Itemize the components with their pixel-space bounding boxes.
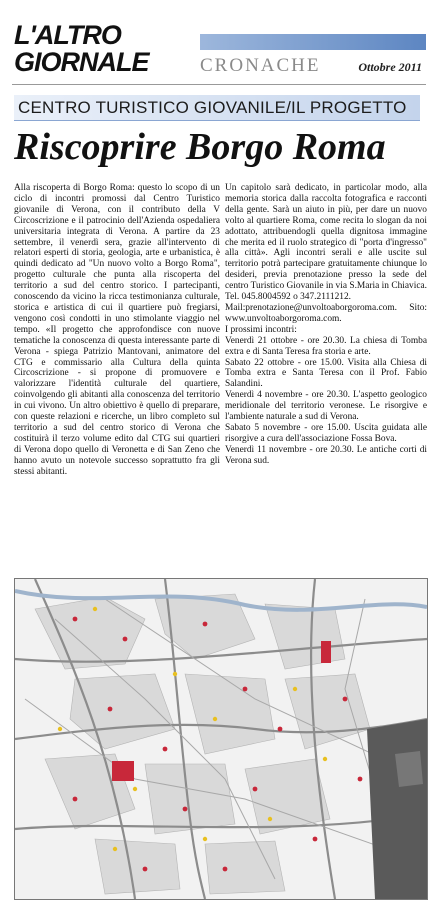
masthead-line1: L'ALTRO (14, 20, 121, 50)
article-kicker (14, 95, 420, 121)
masthead-logo (14, 22, 154, 80)
issue-date: Ottobre 2011 (358, 60, 422, 74)
event-item: Sabato 22 ottobre - ore 15.00. Visita alla Chiesa di Tomba extra e Santa Teresa con il Prof. Fabio Salandini. (225, 357, 427, 390)
article-column-left (14, 183, 220, 477)
paragraph: Alla riscoperta di Borgo Roma: questo lo scopo di un ciclo di incontri promossi dal Centro Turistico giovanile di Verona, con il contributo della V Circoscrizione e il patrocinio dell'Azienda ospedaliera universitaria integrata di Verona. A partire da 23 settembre, il venerdì sera, grazie all'intervento di relatori esperti di storia, geologia, arte e urbanistica, è quindi dedicato ad "Un nuovo volto a Borgo Roma", progetto culturale che punta alla riscoperta del territorio a sud del centro storico. I partecipanti, conoscendo da vicino la ricca testimonianza culturale, storica e artistica di cui il quartiere può fregiarsi, vengono così condotti in uno stimolante viaggio nel tempo. «Il progetto che approfondisce con nuove tematiche la conoscenza di questa interessante parte di Verona - spiega Patrizio Mantovani, animatore del CTG e commissario alla Cultura della quinta Circoscrizione - si propone di promuovere e valorizzare l'identità culturale del quartiere, coinvolgendo gli abitanti alla conoscenza del territorio in cui vivono. Un altro obiettivo è quello di preparare, con queste relazioni e ricerche, un libro completo sul territorio a sud del centro storico di Verona che costituirà il terzo volume edito dal CTG sui quartieri di Verona dopo quello di Veronetta e di San Zeno che hanno avuto un notevole successo soprattutto fra gli stessi abitanti. (14, 183, 220, 477)
event-item: Sabato 5 novembre - ore 15.00. Uscita guidata alle risorgive a cura dell'associazione Fossa Bova. (225, 422, 427, 444)
map-highlight-zone (112, 761, 134, 781)
event-item: Venerdì 4 novembre - ore 20.30. L'aspetto geologico meridionale del territorio veronese. Le risorgive e l'ambiente naturale a sud di Verona. (225, 390, 427, 423)
masthead-line2: GIORNALE (14, 47, 149, 77)
event-item: Venerdì 11 novembre - ore 20.30. Le antiche corti di Verona sud. (225, 444, 427, 466)
map-highlight-zone (321, 641, 331, 663)
paragraph: Un capitolo sarà dedicato, in particolar modo, alla memoria storica dalla raccolta fotografica e racconti della gente. Sarà un aiuto in più, per dare un nuovo volto al quartiere Roma, come recita lo slogan da noi adottato, attribuendogli quella dignitosa immagine che merita ed il ruolo strategico di "porta d'ingresso" alla città». Agli incontri serali e alle uscite sul territorio potrà partecipare gratuitamente chiunque lo desideri, previa prenotazione presso la sede del centro Turistico Giovanile in via S.Maria in Chiavica. Tel. 045.8004592 o 347.2111212. (225, 183, 427, 303)
header-divider (12, 84, 426, 85)
map-image (15, 579, 427, 899)
article-title: Riscoprire Borgo Roma (14, 126, 386, 168)
section-label: CRONACHE (200, 55, 321, 76)
events-heading: I prossimi incontri: (225, 324, 297, 335)
header-color-band (200, 34, 426, 50)
contact-paragraph: Mail:prenotazione@unvoltoaborgoroma.com. Sito: www.unvoltoaborgoroma.com. (225, 302, 427, 324)
kicker-text: CENTRO TURISTICO GIOVANILE/IL PROGETTO (18, 98, 407, 117)
borgo-roma-map (14, 578, 428, 900)
article-column-right (225, 183, 427, 467)
event-item: Venerdì 21 ottobre - ore 20.30. La chiesa di Tomba extra e di Santa Teresa fra storia e arte. (225, 335, 427, 357)
